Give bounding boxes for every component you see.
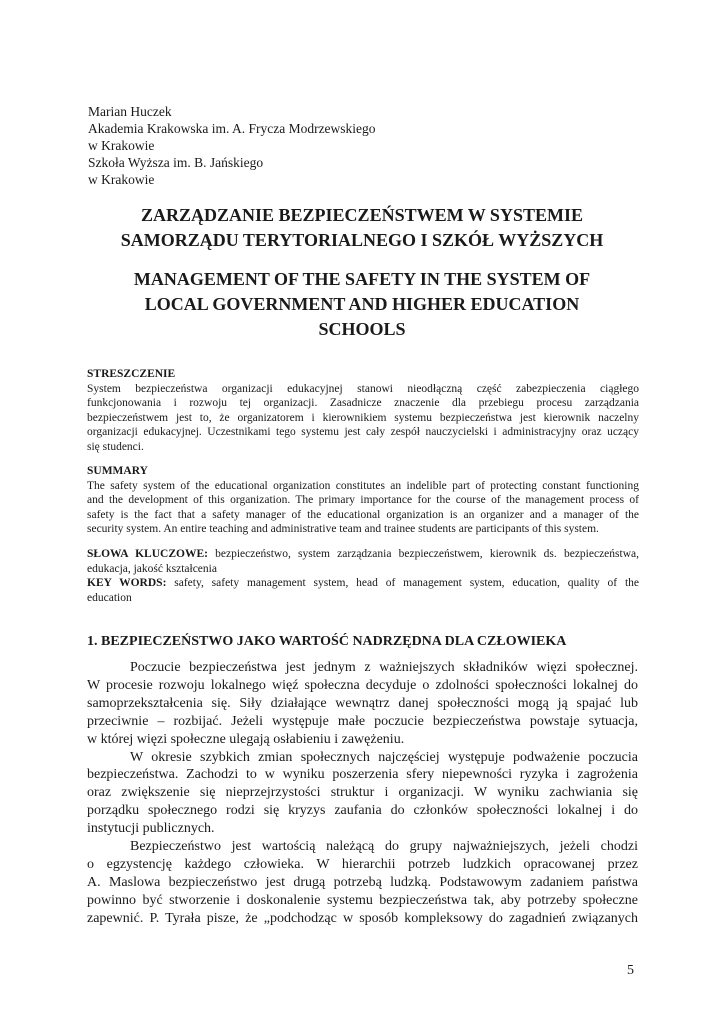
- affiliation-line: Akademia Krakowska im. A. Frycza Modrzewskiego: [88, 121, 376, 136]
- summary-line: safety is the fact that a safety manager of the educational organization is an organizer and a manager of the: [87, 508, 639, 521]
- affiliation-line: w Krakowie: [88, 172, 155, 187]
- body-line: oraz zwiększenie się nieprzejrzystości struktur i organizacji. W wyniku zachwiania się: [87, 785, 638, 801]
- body-line: A. Maslowa bezpieczeństwo jest drugą potrzebą ludzką. Podstawowym zadaniem państwa: [87, 874, 638, 890]
- body-line: W procesie rozwoju lokalnego więź społeczna decyduje o zdolności społeczności lokalnej do: [87, 677, 638, 693]
- abstract-english: [87, 464, 639, 537]
- body-line: Poczucie bezpieczeństwa jest jednym z ważniejszych składników więzi społecznej.: [130, 660, 638, 675]
- section-heading: 1. BEZPIECZEŃSTWO JAKO WARTOŚĆ NADRZĘDNA DLA CZŁOWIEKA: [87, 634, 567, 649]
- abstract-polish: [87, 367, 639, 455]
- body-line: Bezpieczeństwo jest wartością należącą do grupy najważniejszych, jeżeli chodzi: [130, 839, 638, 855]
- title-polish: [80, 203, 644, 253]
- summary-heading: SUMMARY: [87, 465, 148, 477]
- keywords-polish-line: edukacja, jakość kształcenia: [87, 562, 217, 575]
- title-line: LOCAL GOVERNMENT AND HIGHER EDUCATION: [144, 294, 580, 314]
- abstract-line: bezpieczeństwem jest to, że organizatorem i kierownikiem systemu bezpieczeństwa jest kierownik naczelny: [87, 411, 639, 424]
- body-line: W okresie szybkich zmian społecznych najczęściej występuje podważenie poczucia: [130, 749, 638, 765]
- body-line: powinno być stworzenie i doskonalenie systemu bezpieczeństwa tak, aby potrzeby społeczne: [87, 892, 638, 908]
- title-line: SAMORZĄDU TERYTORIALNEGO I SZKÓŁ WYŻSZYCH: [120, 230, 604, 250]
- author-name: Marian Huczek: [88, 104, 172, 119]
- title-line: ZARZĄDZANIE BEZPIECZEŃSTWEM W SYSTEMIE: [141, 205, 583, 225]
- abstract-line: funkcjonowania i rozwoju tej organizacji. Zasadnicze znaczenie dla przebiegu procesu zarządzania: [87, 397, 639, 410]
- body-line: w której więzi społeczne ulegają osłabieniu i zawężeniu.: [87, 731, 405, 747]
- body-line: o egzystencję każdego człowieka. W hierarchii potrzeb ludzkich opracowanej przez: [87, 856, 638, 872]
- page-number: 5: [627, 963, 634, 978]
- body-line: bezpieczeństwa. Zachodzi to w wyniku poszerzenia sfery niepewności ryzyka i zagrożenia: [87, 767, 638, 783]
- abstract-heading: STRESZCZENIE: [87, 368, 176, 380]
- keywords-polish-label: SŁOWA KLUCZOWE:: [87, 548, 208, 560]
- abstract-line: System bezpieczeństwa organizacji edukacyjnej stanowi nieodłączną część zabezpieczenia ciągłego: [87, 382, 639, 395]
- abstract-line: organizacji edukacyjnej. Uczestnikami tego systemu jest cały zespół nauczycielski i administracyjny oraz uczący: [87, 426, 639, 439]
- abstract-line: się studenci.: [87, 440, 144, 453]
- body-line: przeciwnie – rozbijać. Jeżeli występuje małe poczucie bezpieczeństwa powstaje sytuacja,: [87, 713, 638, 729]
- summary-line: The safety system of the educational organization constitutes an indelible part of protecting constant functioning: [87, 479, 639, 492]
- keywords-block: [87, 547, 639, 605]
- keywords-english-line: education: [87, 591, 132, 604]
- keywords-polish-text: bezpieczeństwo, system zarządzania bezpieczeństwem, kierownik ds. bezpieczeństwa,: [207, 548, 639, 560]
- title-line: MANAGEMENT OF THE SAFETY IN THE SYSTEM OF: [133, 269, 591, 289]
- summary-line: security system. An entire teaching and administrative team and trainee students are participants of this system.: [87, 523, 599, 536]
- body-line: porządku społecznego rodzi się kryzys zaufania do członków społeczności lokalnej i do: [87, 803, 638, 819]
- keywords-polish-line: [87, 547, 639, 562]
- summary-line: and the development of this organization. The primary importance for the course of the management process of: [87, 494, 639, 507]
- affiliation-line: Szkoła Wyższa im. B. Jańskiego: [88, 155, 264, 170]
- title-line: SCHOOLS: [318, 319, 406, 339]
- body-line: samoprzekształcenia się. Siły działające wewnątrz danej społeczności mogą ją spajać lub: [87, 695, 638, 711]
- title-english: [80, 267, 644, 342]
- keywords-english-text: safety, safety management system, head of management system, education, quality of the: [166, 577, 639, 590]
- keywords-english-line: [87, 576, 639, 591]
- body-line: zapewnić. P. Tyrała pisze, że „podchodząc w sposób kompleksowy do zagadnień związanych: [87, 910, 638, 926]
- body-text: [87, 659, 638, 928]
- body-line: instytucji publicznych.: [87, 821, 215, 837]
- author-affiliation: [88, 103, 376, 188]
- affiliation-line: w Krakowie: [88, 138, 155, 153]
- keywords-english-label: KEY WORDS:: [87, 577, 167, 590]
